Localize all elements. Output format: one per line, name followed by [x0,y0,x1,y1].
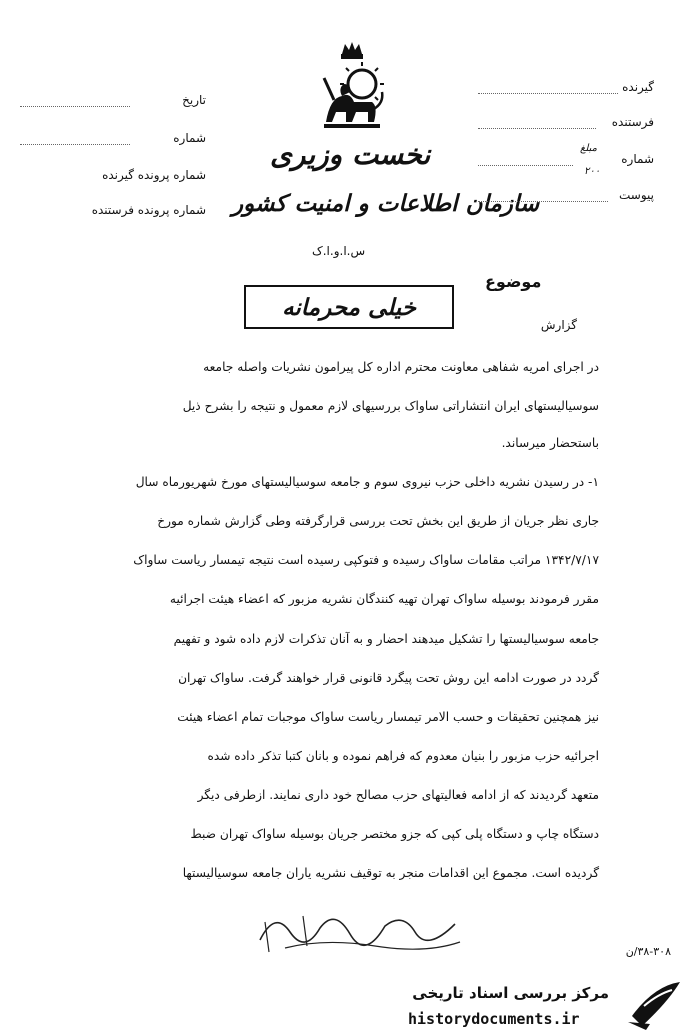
number-handwritten-bottom: ۲۰۰ [584,166,601,177]
sender-dotted-line [478,128,596,129]
handwritten-signature [255,902,470,957]
organization-title: سازمان اطلاعات و امنیت کشور [232,190,540,217]
report-label: گزارش [540,318,577,332]
archive-logo-icon [624,976,684,1032]
body-line: سوسیالیستهای ایران انتشاراتی ساواک بررسیهای لازم معمول و نتیجه را بشرح ذیل [182,399,599,413]
body-line: ۱- در رسیدن نشریه داخلی حزب نیروی سوم و جامعه سوسیالیستهای مورخ شهریورماه سال [135,475,599,489]
archive-name: مرکز بررسی اسناد تاریخی [412,984,609,1002]
top-secret-stamp [244,285,454,329]
number-label-right: شماره [621,152,654,166]
lion-and-sun-crest-icon [312,40,392,135]
organization-abbreviation: س.ا.و.ا.ک [312,244,366,258]
attachment-label: پیوست [619,188,654,202]
number-handwritten-top: مبلغ [580,143,598,154]
body-line: نیز همچنین تحقیقات و حسب الامر تیمسار ریاست ساواک موجبات تمام اعضاء هیئت [177,710,599,724]
number-label-left: شماره [173,131,206,145]
recipient-dotted-line [478,93,618,94]
subject-label: موضوع [485,272,542,291]
date-dotted-line [20,106,130,107]
document-number: ۳۸-۳۰۸/ن [625,945,671,958]
attachment-dotted-line [478,201,608,202]
body-line: ۱۳۴۲/۷/۱۷ مراتب مقامات ساواک رسیده و فتوکپی رسیده است نتیجه تیمسار ریاست ساواک [133,553,599,567]
date-label: تاریخ [182,93,206,107]
number-right-dotted-line [478,165,573,166]
body-line: در اجرای امریه شفاهی معاونت محترم اداره کل پیرامون نشریات واصله جامعه [203,360,599,374]
archive-website: historydocuments.ir [408,1010,580,1028]
prime-ministry-title: نخست وزیری [270,138,431,171]
number-dotted-line [20,144,130,145]
recipient-file-number-label: شماره پرونده گیرنده [102,168,206,182]
body-line: باستحضار میرساند. [501,436,599,450]
body-line: مقرر فرمودند بوسیله ساواک تهران تهیه کنندگان نشریه مزبور که اعضاء هیئت اجرائیه [169,592,599,606]
recipient-label: گیرنده [622,80,654,94]
sender-label: فرستنده [611,115,654,129]
body-line: دستگاه چاپ و دستگاه پلی کپی که جزو مختصر جریان بوسیله ساواک تهران ضبط [190,827,599,841]
archive-footer [400,970,689,1036]
top-secret-stamp-text: خیلی محرمانه [282,293,416,321]
body-line: گردد در صورت ادامه این روش تحت پیگرد قانونی قرار خواهند گرفت. ساواک تهران [178,671,599,685]
body-line: جاری نظر جریان از طریق این بخش تحت بررسی قرارگرفته وطی گزارش شماره مورخ [157,514,599,528]
body-line: گردیده است. مجموع این اقدامات منجر به توقیف نشریه یاران جامعه سوسیالیستها [182,866,599,880]
body-line: اجرائیه حزب مزبور را بنیان معدوم که فراهم نموده و بانان کتبا تذکر داده شده [207,749,599,763]
sender-file-number-label: شماره پرونده فرستنده [91,203,206,217]
body-line: متعهد گردیدند که از ادامه فعالیتهای حزب مصالح خود داری نمایند. ازطرفی دیگر [197,788,599,802]
body-line: جامعه سوسیالیستها را تشکیل میدهند احضار و به آنان تذکرات لازم داده شود و تفهیم [173,632,599,646]
